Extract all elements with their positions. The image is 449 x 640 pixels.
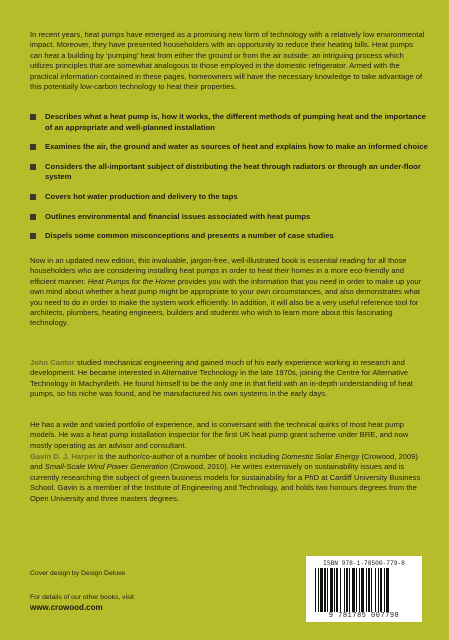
edition-paragraph bbox=[30, 256, 425, 329]
feature-item bbox=[30, 112, 430, 133]
feature-item bbox=[30, 192, 430, 203]
publisher-details bbox=[30, 593, 134, 613]
book-title-wind: Small-Scale Wind Power Generation bbox=[44, 462, 168, 472]
feature-text: Outlines environmental and financial issues associated with heat pumps bbox=[45, 211, 311, 221]
harper-bio bbox=[30, 452, 425, 504]
cantor-bio-text: studied mechanical engineering and gained much of his early experience working in research and development. He became interested in Alternative Technology in the late 1970s, joining the Centre for Alternative Technology in Machynlleth. He found himself to be the only one in that field with an in-depth understanding of heat pumps, so his niche was found, and he manufactured his own systems in the early days. bbox=[30, 358, 413, 399]
author-name-cantor: John Cantor bbox=[30, 358, 75, 367]
barcode bbox=[306, 556, 422, 622]
feature-text: Examines the air, the ground and water as sources of heat and explains how to make an informed choice bbox=[45, 142, 428, 152]
barcode-digits: 9 781785 007798 bbox=[328, 612, 400, 620]
bullet-square-icon bbox=[30, 164, 36, 170]
cantor-bio bbox=[30, 358, 425, 400]
harper-bio-text: (Crowood, 2009) and bbox=[30, 452, 418, 472]
harper-bio-text: (Crowood, 2010). He writes extensively on sustainability issues and is currently researching the subject of green business models for sustainability for a PhD at Cardiff University Business School. Gavin is a member of the Institute of Engineering and Technology, and holds two honours degrees from the Open University and three masters degrees. bbox=[30, 462, 421, 503]
intro-paragraph: In recent years, heat pumps have emerged as a promising new form of technology with a relatively low environmental impact. Moreover, they have presented householders with an opportunity to reduce their heating bills. Heat pumps can heat a building by ‘pumping’ heat from either the ground or from the air outside: an intriguing process which utilizes principles that are somewhat analogous to those employed in the domestic refrigerator. Armed with the practical information contained in these pages, homeowners will have the necessary knowledge to take advantage of this potentially low-carbon technology to heat their properties. bbox=[30, 30, 425, 92]
cover-design-credit: Cover design by Design Deluxe bbox=[30, 570, 126, 577]
cantor-bio-continued: He has a wide and varied portfolio of experience, and is conversant with the technical quirks of most heat pump models. He was a heat pump installation inspector for the first UK heat pump grant scheme under BRE, and now mostly operating as an advisor and consultant. bbox=[30, 420, 409, 450]
bullet-square-icon bbox=[30, 194, 36, 200]
feature-item bbox=[30, 212, 430, 223]
bullet-square-icon bbox=[30, 114, 36, 120]
bullet-square-icon bbox=[30, 144, 36, 150]
publisher-url-link[interactable]: www.crowood.com bbox=[30, 603, 103, 612]
harper-bio-text: is the author/co-author of a number of books including bbox=[95, 452, 282, 461]
isbn-label: ISBN 978-1-78500-779-8 bbox=[323, 560, 405, 567]
bullet-square-icon bbox=[30, 214, 36, 220]
feature-text: Covers hot water production and delivery to the taps bbox=[45, 191, 238, 201]
details-text: For details of our other books, visit bbox=[30, 594, 134, 601]
edition-text-end: provides you with the information that you need in order to make up your own mind about whether a heat pump might be appropriate to your own circumstances, and also demonstrates what you need to do in order to make the system work efficiently. In addition, it will also be a very useful reference tool for architects, plumbers, heating engineers, builders and students who wish to learn more about this fascinating technology. bbox=[30, 276, 422, 328]
bullet-square-icon bbox=[30, 233, 36, 239]
feature-text: Considers the all-important subject of distributing the heat through radiators or through an under-floor system bbox=[45, 161, 421, 182]
feature-list bbox=[30, 112, 430, 242]
feature-item bbox=[30, 231, 430, 242]
book-title: Heat Pumps for the Home bbox=[87, 276, 176, 286]
feature-item bbox=[30, 142, 430, 153]
feature-text: Describes what a heat pump is, how it works, the different methods of pumping heat and the importance of an appropriate and well-planned installation bbox=[45, 112, 427, 132]
feature-item bbox=[30, 162, 430, 183]
book-title-solar: Domestic Solar Energy bbox=[281, 452, 360, 461]
author-name-harper: Gavin D. J. Harper bbox=[30, 452, 96, 461]
edition-text-start: Now in an updated new edition, this invaluable, jargon-free, well-illustrated book is essential reading for all those householders who are considering installing heat pumps in order to heat their homes in a more eco-friendly and efficient manner. bbox=[30, 256, 407, 286]
feature-text: Dispels some common misconceptions and presents a number of case studies bbox=[45, 231, 334, 241]
barcode-bars-icon bbox=[315, 568, 413, 612]
